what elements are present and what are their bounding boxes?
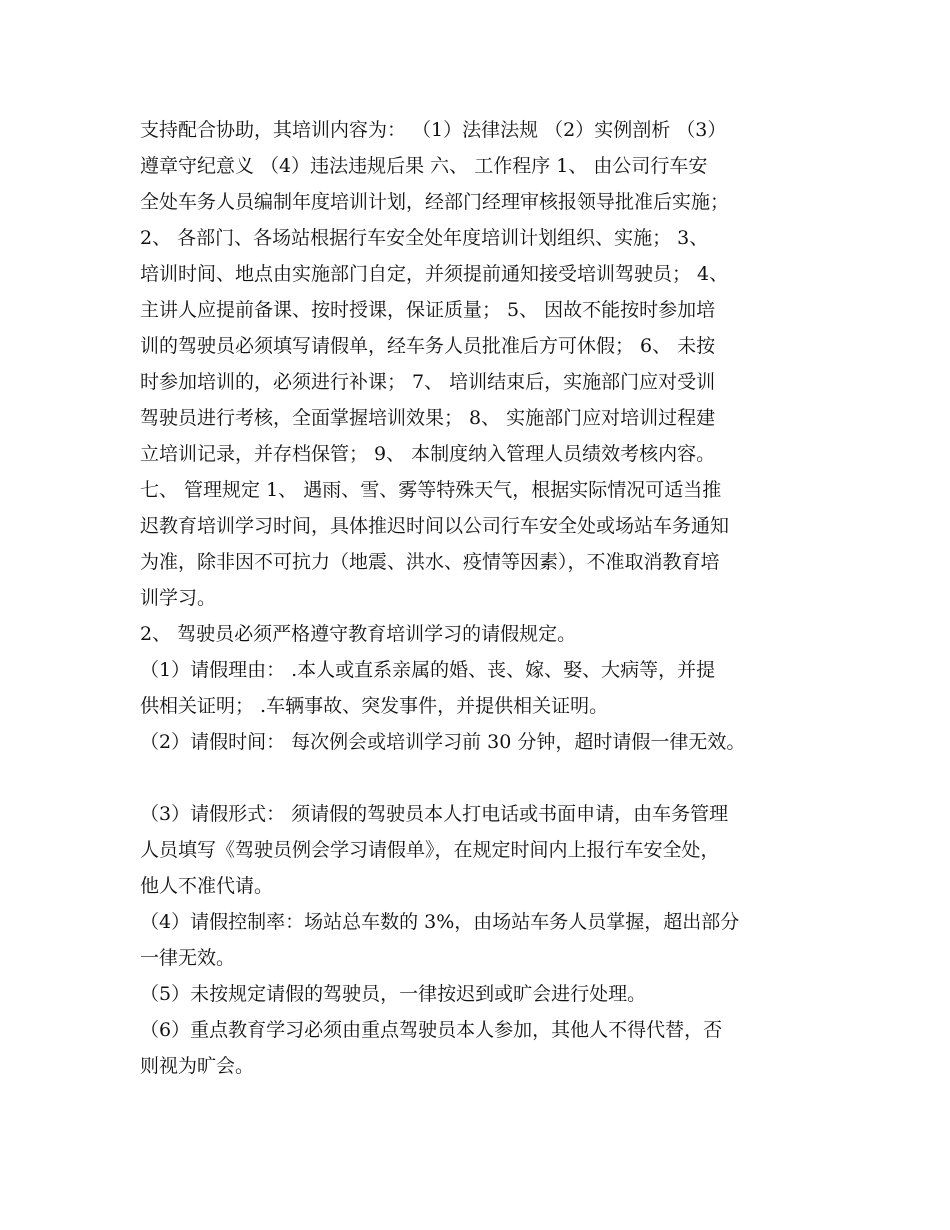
text-line: 为准，除非因不可抗力（地震、洪水、疫情等因素），不准取消教育培 (140, 551, 720, 573)
text-line: 立培训记录，并存档保管； 9、 本制度纳入管理人员绩效考核内容。 (140, 443, 716, 465)
text-line: 遵章守纪意义 （4）违法违规后果 六、 工作程序 1、 由公司行车安 (140, 155, 708, 177)
text-line: 全处车务人员编制年度培训计划，经部门经理审核报领导批准后实施； (140, 191, 730, 213)
text-line: 2、 驾驶员必须严格遵守教育培训学习的请假规定。 (140, 623, 577, 645)
text-line: 主讲人应提前备课、按时授课，保证质量； 5、 因故不能按时参加培 (140, 299, 716, 321)
text-line: （5）未按规定请假的驾驶员，一律按迟到或旷会进行处理。 (140, 983, 647, 1005)
text-line: 培训时间、地点由实施部门自定，并须提前通知接受培训驾驶员； 4、 (140, 263, 729, 285)
text-line: 支持配合协助，其培训内容为： （1）法律法规 （2）实例剖析 （3） (140, 119, 727, 141)
text-line: 一律无效。 (140, 947, 236, 969)
text-line: 训学习。 (140, 587, 217, 609)
text-line: （6）重点教育学习必须由重点驾驶员本人参加，其他人不得代替，否 (140, 1019, 723, 1041)
blank-line (140, 760, 840, 796)
text-line: （3）请假形式： 须请假的驾驶员本人打电话或书面申请，由车务管理 (140, 803, 729, 825)
text-line: 训的驾驶员必须填写请假单，经车务人员批准后方可休假； 6、 未按 (140, 335, 716, 357)
text-line: （1）请假理由： .本人或直系亲属的婚、丧、嫁、娶、大病等，并提 (140, 659, 716, 681)
text-line: 人员填写《驾驶员例会学习请假单》，在规定时间内上报行车安全处， (140, 839, 720, 861)
section-heading-line: 七、 管理规定 1、 遇雨、雪、雾等特殊天气，根据实际情况可适当推 (140, 479, 722, 501)
document-body (140, 112, 840, 1084)
text-line: 则视为旷会。 (140, 1055, 255, 1077)
text-line: （4）请假控制率：场站总车数的 3%，由场站车务人员掌握，超出部分 (140, 911, 740, 933)
text-line: 驾驶员进行考核，全面掌握培训效果； 8、 实施部门应对培训过程建 (140, 407, 716, 429)
text-line: 迟教育培训学习时间，具体推迟时间以公司行车安全处或场站车务通知 (140, 515, 730, 537)
text-line: （2）请假时间： 每次例会或培训学习前 30 分钟，超时请假一律无效。 (140, 731, 746, 753)
text-line: 时参加培训的，必须进行补课； 7、 培训结束后，实施部门应对受训 (140, 371, 716, 393)
text-line: 供相关证明； .车辆事故、突发事件，并提供相关证明。 (140, 695, 609, 717)
text-line: 2、 各部门、各场站根据行车安全处年度培训计划组织、实施； 3、 (140, 227, 709, 249)
text-line: 他人不准代请。 (140, 875, 274, 897)
